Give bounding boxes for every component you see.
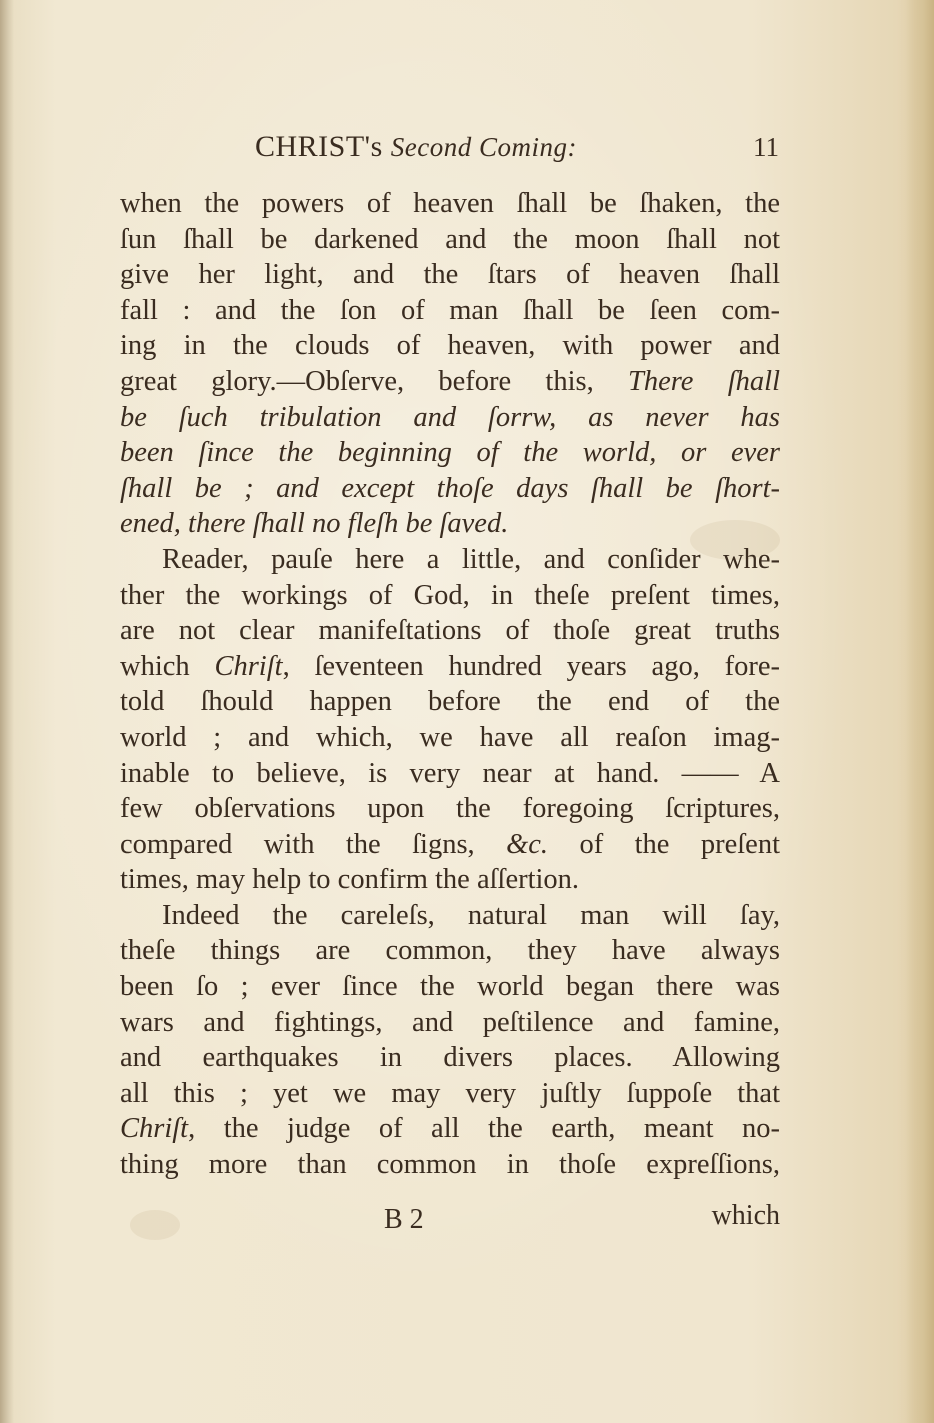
text-line <box>120 1005 780 1041</box>
text-line <box>120 684 780 720</box>
text-run: give her light, and the ſtars of heaven ſhall <box>120 259 780 291</box>
text-run: , ſeventeen hundred years ago, fore- <box>282 650 780 682</box>
text-line <box>120 328 780 364</box>
catchword: which <box>711 1200 780 1231</box>
text-line <box>120 435 780 471</box>
text-run: ſun ſhall be darkened and the moon ſhall not <box>120 223 780 255</box>
text-run: theſe things are common, they have always <box>120 935 780 967</box>
text-run: inable to believe, is very near at hand. —— A <box>120 757 780 789</box>
text-line <box>120 862 780 898</box>
text-run: told ſhould happen before the end of the <box>120 686 780 718</box>
text-run: fall : and the ſon of man ſhall be ſeen com- <box>120 294 780 326</box>
text-line <box>120 613 780 649</box>
running-head-subtitle: Second Coming: <box>390 132 577 162</box>
text-line <box>120 933 780 969</box>
text-run: are not clear manifeſtations of thoſe great truths <box>120 615 780 647</box>
italic-run: Chriſt <box>120 1113 189 1145</box>
body-text <box>120 186 780 1183</box>
text-line <box>120 969 780 1005</box>
text-run: thing more than common in thoſe expreſſions, <box>120 1149 780 1181</box>
text-line <box>120 400 780 436</box>
running-head-title: CHRIST's <box>255 130 383 163</box>
signature-mark: B 2 <box>384 1204 424 1235</box>
text-line <box>120 649 780 685</box>
italic-run: &c. <box>506 828 549 860</box>
text-line <box>120 1040 780 1076</box>
italic-run: been ſince the beginning of the world, or ever <box>120 437 780 469</box>
text-run: few obſervations upon the foregoing ſcriptures, <box>120 793 780 825</box>
text-line <box>120 578 780 614</box>
page-edge <box>906 0 934 1423</box>
text-run: Indeed the careleſs, natural man will ſay, <box>162 899 780 931</box>
text-run: Reader, pauſe here a little, and conſider whe- <box>162 543 780 575</box>
text-run: world ; and which, we have all reaſon imag- <box>120 721 780 753</box>
page-header <box>255 130 785 170</box>
text-run: all this ; yet we may very juſtly ſuppoſe that <box>120 1077 780 1109</box>
text-run: great glory.—Obſerve, before this, <box>120 365 629 397</box>
page-number: 11 <box>753 132 779 162</box>
text-run: and earthquakes in divers places. Allowing <box>120 1042 780 1074</box>
text-line <box>120 222 780 258</box>
italic-run: ened, there ſhall no fleſh be ſaved. <box>120 508 509 540</box>
text-run: been ſo ; ever ſince the world began there was <box>120 971 780 1003</box>
text-line <box>120 364 780 400</box>
italic-run: ſhall be ; and except thoſe days ſhall be ſhort- <box>120 472 780 504</box>
text-line <box>120 471 780 507</box>
text-run: when the powers of heaven ſhall be ſhaken, the <box>120 188 780 219</box>
text-line <box>120 257 780 293</box>
text-run: ther the workings of God, in theſe preſent times, <box>120 579 780 611</box>
running-head <box>255 130 577 164</box>
italic-run: be ſuch tribulation and ſorrw, as never has <box>120 401 780 433</box>
text-line <box>120 1111 780 1147</box>
text-line <box>120 720 780 756</box>
text-line <box>120 542 780 578</box>
text-line <box>120 506 780 542</box>
text-line <box>120 1076 780 1112</box>
text-line <box>120 791 780 827</box>
text-run: ing in the clouds of heaven, with power and <box>120 330 780 362</box>
text-line <box>120 186 780 222</box>
italic-run: There ſhall <box>628 365 780 397</box>
italic-run: Chriſt <box>214 650 283 682</box>
text-line <box>120 1147 780 1183</box>
page-footer <box>120 1200 780 1240</box>
text-line <box>120 827 780 863</box>
text-run: times, may help to confirm the aſſertion. <box>120 864 580 896</box>
text-line <box>120 293 780 329</box>
text-run: which <box>120 650 215 682</box>
text-run: wars and fightings, and peſtilence and famine, <box>120 1006 780 1038</box>
text-line <box>120 898 780 934</box>
binding-edge <box>0 0 14 1423</box>
text-run: compared with the ſigns, <box>120 828 507 860</box>
text-run: of the preſent <box>548 828 780 860</box>
text-line <box>120 756 780 792</box>
text-run: , the judge of all the earth, meant no- <box>188 1113 780 1145</box>
